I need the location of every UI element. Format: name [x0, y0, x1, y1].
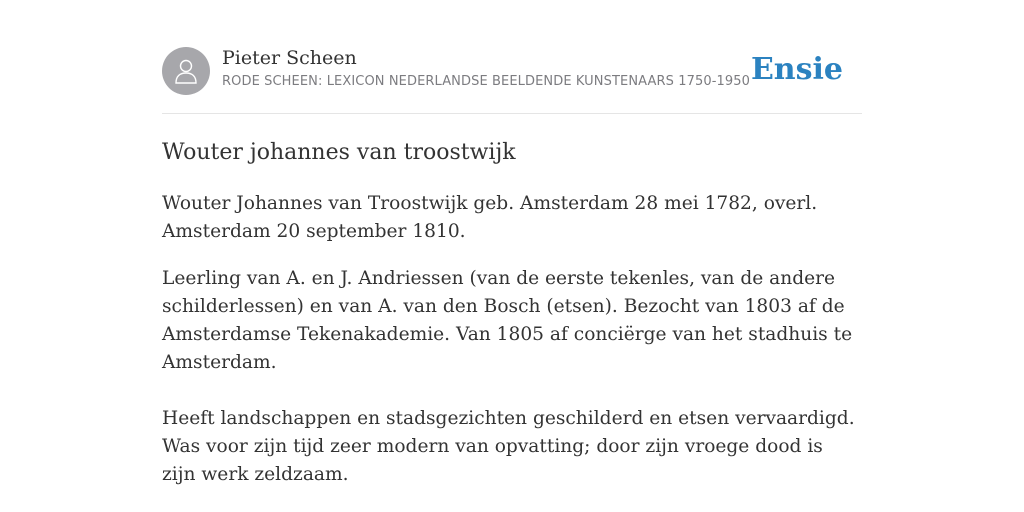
divider: [162, 113, 862, 114]
paragraph-education: Leerling van A. en J. Andriessen (van de eerste tekenles, van de andere schilderlessen) en van A. van den Bosch (etsen). Bezocht van 1803 af de Amsterdamse Tekenakademie. Van 1805 af conciërge van het stadhuis te Amsterdam.: [162, 268, 853, 373]
source-title[interactable]: RODE SCHEEN: LEXICON NEDERLANDSE BEELDENDE KUNSTENAARS 1750-1950: [222, 74, 750, 89]
paragraph-work: Heeft landschappen en stadsgezichten geschilderd en etsen vervaardigd. Was voor zijn tijd zeer modern van opvatting; door zijn vroege dood is zijn werk zeldzaam.: [162, 408, 855, 485]
author-name[interactable]: Pieter Scheen: [222, 47, 357, 69]
article-header: [162, 46, 862, 98]
avatar[interactable]: [162, 47, 210, 95]
ensie-logo[interactable]: Ensie: [750, 52, 843, 87]
paragraph-birth-death: Wouter Johannes van Troostwijk geb. Amsterdam 28 mei 1782, overl. Amsterdam 20 september 1810.: [162, 193, 818, 242]
page-title: Wouter johannes van troostwijk: [162, 140, 516, 165]
user-silhouette-icon: [174, 57, 198, 85]
